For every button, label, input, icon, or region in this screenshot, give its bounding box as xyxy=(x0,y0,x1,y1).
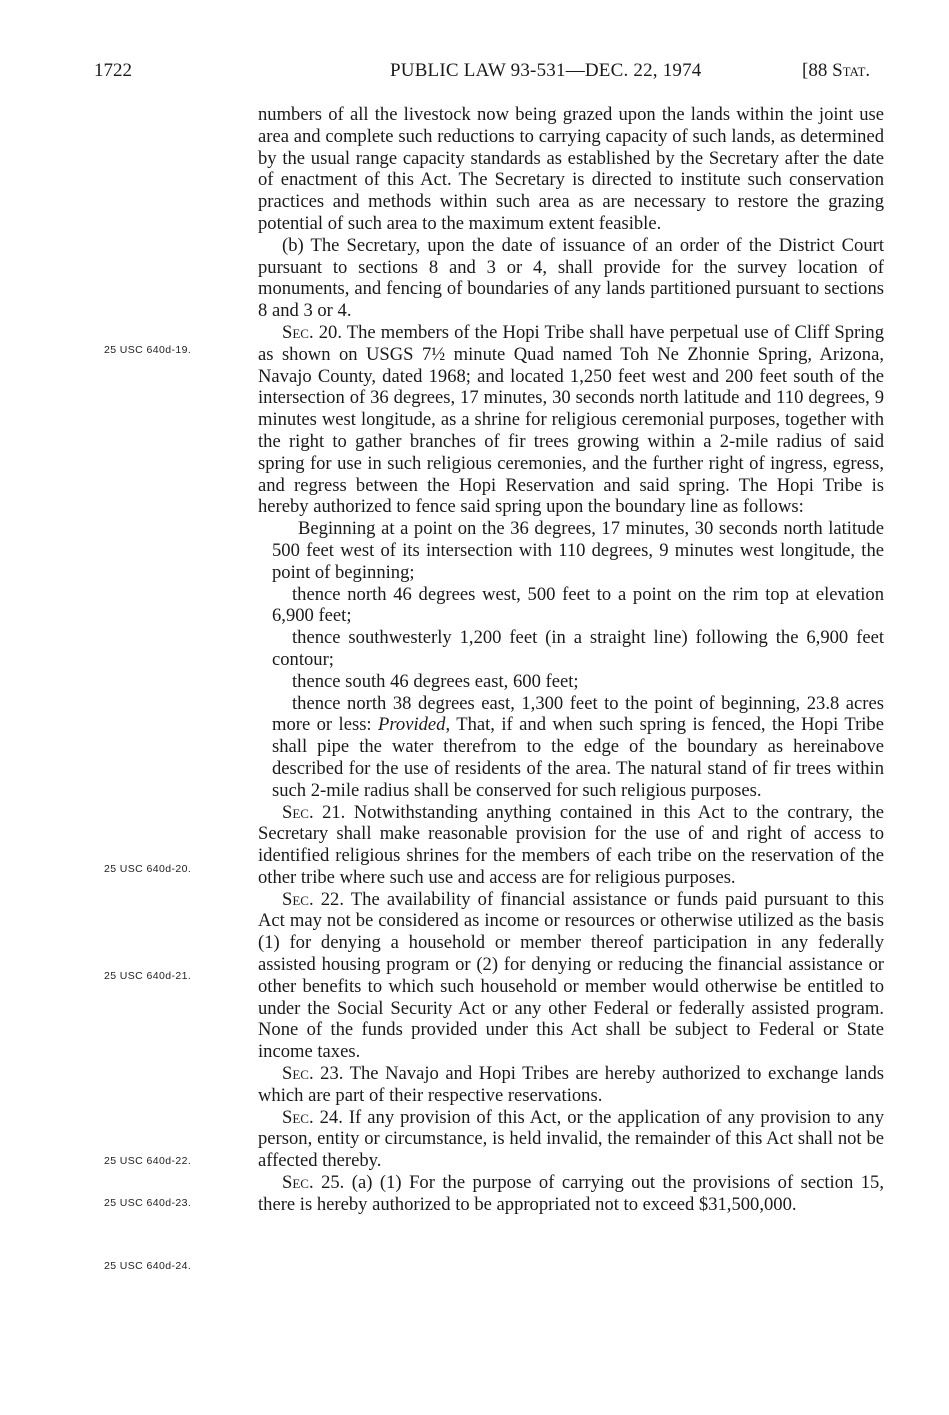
statute-prefix: [88 xyxy=(802,60,833,81)
section-text: The Navajo and Hopi Tribes are hereby authorized to exchange lands which are part of their respective reservations. xyxy=(258,1063,884,1106)
margin-note-sec24: 25 USC 640d-23. xyxy=(104,1197,192,1209)
running-head: PUBLIC LAW 93-531—DEC. 22, 1974 xyxy=(390,60,702,81)
margin-note-sec22: 25 USC 640d-21. xyxy=(104,970,192,982)
section-label: Sec. 24. xyxy=(282,1106,343,1128)
section-23 xyxy=(258,1063,884,1107)
boundary-line-2: thence north 46 degrees west, 500 feet to a point on the rim top at elevation 6,900 feet; xyxy=(272,583,884,627)
section-text: The members of the Hopi Tribe shall have perpetual use of Cliff Spring as shown on USGS 7½ minute Quad named Toh Ne Zhonnie Spring, Arizona, Navajo County, dated 1968; and located 1,250 feet west and 200 feet south of the intersection of 36 degrees, 17 minutes, 30 seconds north latitude and 110 degrees, 9 minutes west longitude, as a shrine for religious ceremonial purposes, together with the right to gather branches of fir trees growing within a 2-mile radius of said spring for use in such religious ceremonies, and the further right of ingress, egress, and regress between the Hopi Reservation and said spring. The Hopi Tribe is hereby authorized to fence said spring upon the boundary line as follows: xyxy=(258,321,884,518)
paragraph-b: (b) The Secretary, upon the date of issuance of an order of the District Court pursuant to sections 8 and 3 or 4, shall provide for the survey location of monuments, and fencing of boundaries of any lands partitioned pursuant to sections 8 and 3 or 4. xyxy=(258,234,884,322)
boundary-line-4: thence south 46 degrees east, 600 feet; xyxy=(292,670,579,692)
statute-label: Stat. xyxy=(832,60,871,81)
section-text: If any provision of this Act, or the application of any provision to any person, entity or circumstance, is held invalid, the remainder of this Act shall not be affected thereby. xyxy=(258,1106,884,1172)
section-24 xyxy=(258,1107,884,1172)
section-20 xyxy=(258,322,884,518)
boundary-line-3: thence southwesterly 1,200 feet (in a straight line) following the 6,900 feet contour; xyxy=(272,627,884,670)
section-label: Sec. 20. xyxy=(282,321,342,343)
section-text: (a) (1) For the purpose of carrying out the provisions of section 15, there is hereby authorized to be appropriated not to exceed $31,500,000. xyxy=(258,1172,884,1215)
boundary-line-5-a: thence north 38 degrees east, 1,300 feet to the point of beginning, 23.8 acres more or less: xyxy=(272,692,884,736)
margin-note-sec21: 25 USC 640d-20. xyxy=(104,863,192,875)
section-label: Sec. 23. xyxy=(282,1063,344,1085)
body-text xyxy=(258,104,884,1216)
section-21 xyxy=(258,802,884,889)
section-text: The availability of financial assistance or funds paid pursuant to this Act may not be considered as income or resources or otherwise utilized as the basis (1) for denying a household or member thereof participation in any federally assisted housing program or (2) for denying or reducing the financial assistance or other benefits to which such household or member would otherwise be entitled to under the Social Security Act or any other Federal or federally assisted program. None of the funds provided under this Act shall be subject to Federal or State income taxes. xyxy=(258,888,884,1063)
margin-note-sec20: 25 USC 640d-19. xyxy=(104,344,192,356)
section-label: Sec. 21. xyxy=(282,801,346,823)
section-22 xyxy=(258,889,884,1063)
section-label: Sec. 25. xyxy=(282,1172,345,1194)
boundary-line-5-b: , That, if and when such spring is fenced, the Hopi Tribe shall pipe the water therefrom to the edge of the boundary as hereinabove described for the use of residents of the area. The natural stand of fir trees within such 2-mile radius shall be conserved for such religious purposes. xyxy=(272,714,884,801)
section-25 xyxy=(258,1172,884,1216)
margin-note-sec25: 25 USC 640d-24. xyxy=(104,1260,192,1272)
boundary-line-5 xyxy=(258,693,884,802)
paragraph-intro: numbers of all the livestock now being grazed upon the lands within the joint use area and complete such reductions to carrying capacity of such lands, as determined by the usual range capacity standards as established by the Secretary after the date of enactment of this Act. The Secretary is directed to institute such conservation practices and methods within such area as are necessary to restore the grazing potential of such area to the maximum extent feasible. xyxy=(258,104,884,234)
margin-note-sec23: 25 USC 640d-22. xyxy=(104,1155,192,1167)
section-label: Sec. 22. xyxy=(282,888,344,910)
page-header xyxy=(0,60,949,86)
section-text: Notwithstanding anything contained in this Act to the contrary, the Secretary shall make reasonable provision for the use of and right of access to identified religious shrines for the members of each tribe on the reservation of the other tribe where such use and access are for religious purposes. xyxy=(258,801,884,888)
proviso-word: Provided xyxy=(378,714,446,736)
page-number: 1722 xyxy=(94,60,132,81)
statute-reference xyxy=(802,60,870,82)
boundary-line-1: Beginning at a point on the 36 degrees, 17 minutes, 30 seconds north latitude 500 feet west of its intersection with 110 degrees, 9 minutes west longitude, the point of beginning; xyxy=(272,518,884,583)
